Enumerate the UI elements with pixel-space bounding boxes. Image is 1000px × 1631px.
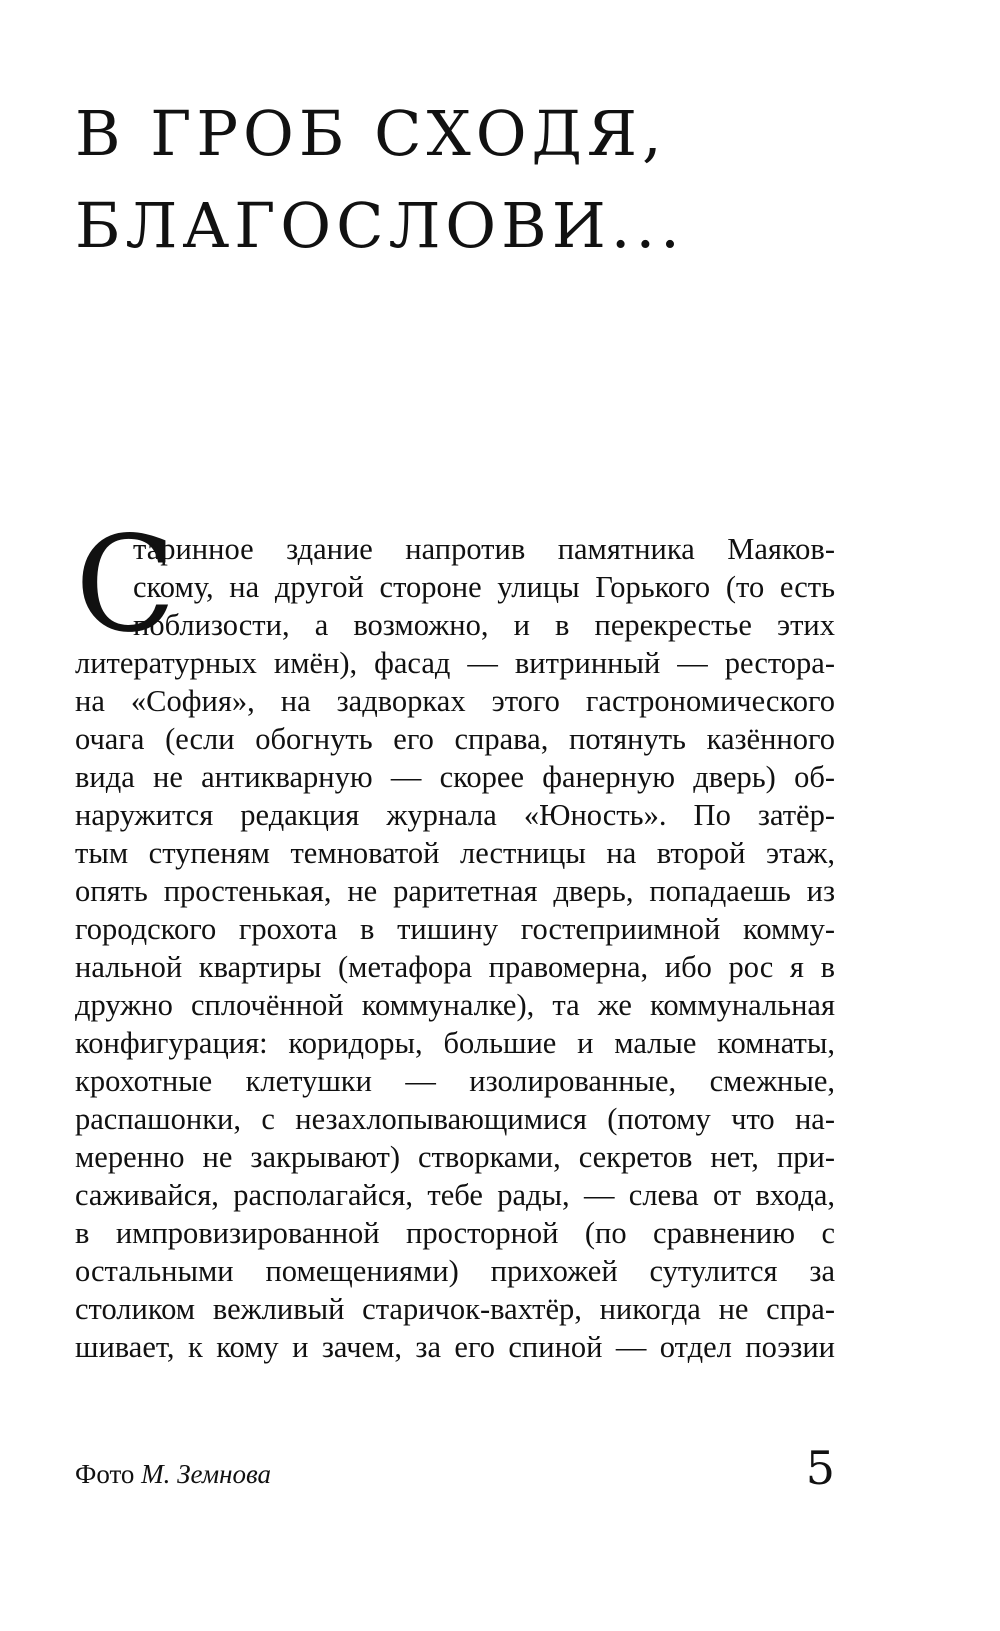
body-paragraph (75, 530, 835, 1366)
chapter-title-line-1: В ГРОБ СХОДЯ, (75, 97, 667, 170)
chapter-title (75, 88, 775, 272)
text-line: на «София», на задворках этого гастрономического (75, 684, 835, 718)
text-line: меренно не закрывают) створками, секретов нет, при- (75, 1140, 835, 1174)
text-line: столиком вежливый старичок-вахтёр, никогда не спра- (75, 1292, 835, 1326)
text-line: распашонки, с незахлопывающимися (потому что на- (75, 1102, 835, 1136)
photo-credit-prefix: Фото (75, 1459, 142, 1489)
text-line: конфигурация: коридоры, большие и малые комнаты, (75, 1026, 835, 1060)
text-line: литературных имён), фасад — витринный — рестора- (75, 646, 835, 680)
photo-credit (75, 1458, 271, 1490)
text-line: шивает, к кому и зачем, за его спиной — отдел поэзии (75, 1330, 835, 1364)
text-line: поблизости, а возможно, и в перекрестье этих (133, 608, 835, 642)
text-line: саживайся, располагайся, тебе рады, — слева от входа, (75, 1178, 835, 1212)
text-line: дружно сплочённой коммуналке), та же коммунальная (75, 988, 835, 1022)
text-line: скому, на другой стороне улицы Горького (то есть (133, 570, 835, 604)
text-line: таринное здание напротив памятника Маяков- (133, 532, 835, 566)
text-line: очага (если обогнуть его справа, потянуть казённого (75, 722, 835, 756)
text-line: городского грохота в тишину гостеприимной комму- (75, 912, 835, 946)
text-line: крохотные клетушки — изолированные, смежные, (75, 1064, 835, 1098)
text-line: нальной квартиры (метафора правомерна, ибо рос я в (75, 950, 835, 984)
photo-credit-author: М. Земнова (141, 1459, 272, 1489)
page-number: 5 (805, 1441, 835, 1495)
text-line: вида не антикварную — скорее фанерную дверь) об- (75, 760, 835, 794)
text-line: наружится редакция журнала «Юность». По затёр- (75, 798, 835, 832)
text-line: опять простенькая, не раритетная дверь, попадаешь из (75, 874, 835, 908)
chapter-title-line-2: БЛАГОСЛОВИ... (75, 189, 685, 262)
text-line: тым ступеням темноватой лестницы на второй этаж, (75, 836, 835, 870)
drop-cap: С (75, 508, 176, 662)
text-line: в импровизированной просторной (по сравнению с (75, 1216, 835, 1250)
text-line: остальными помещениями) прихожей сутулится за (75, 1254, 835, 1288)
